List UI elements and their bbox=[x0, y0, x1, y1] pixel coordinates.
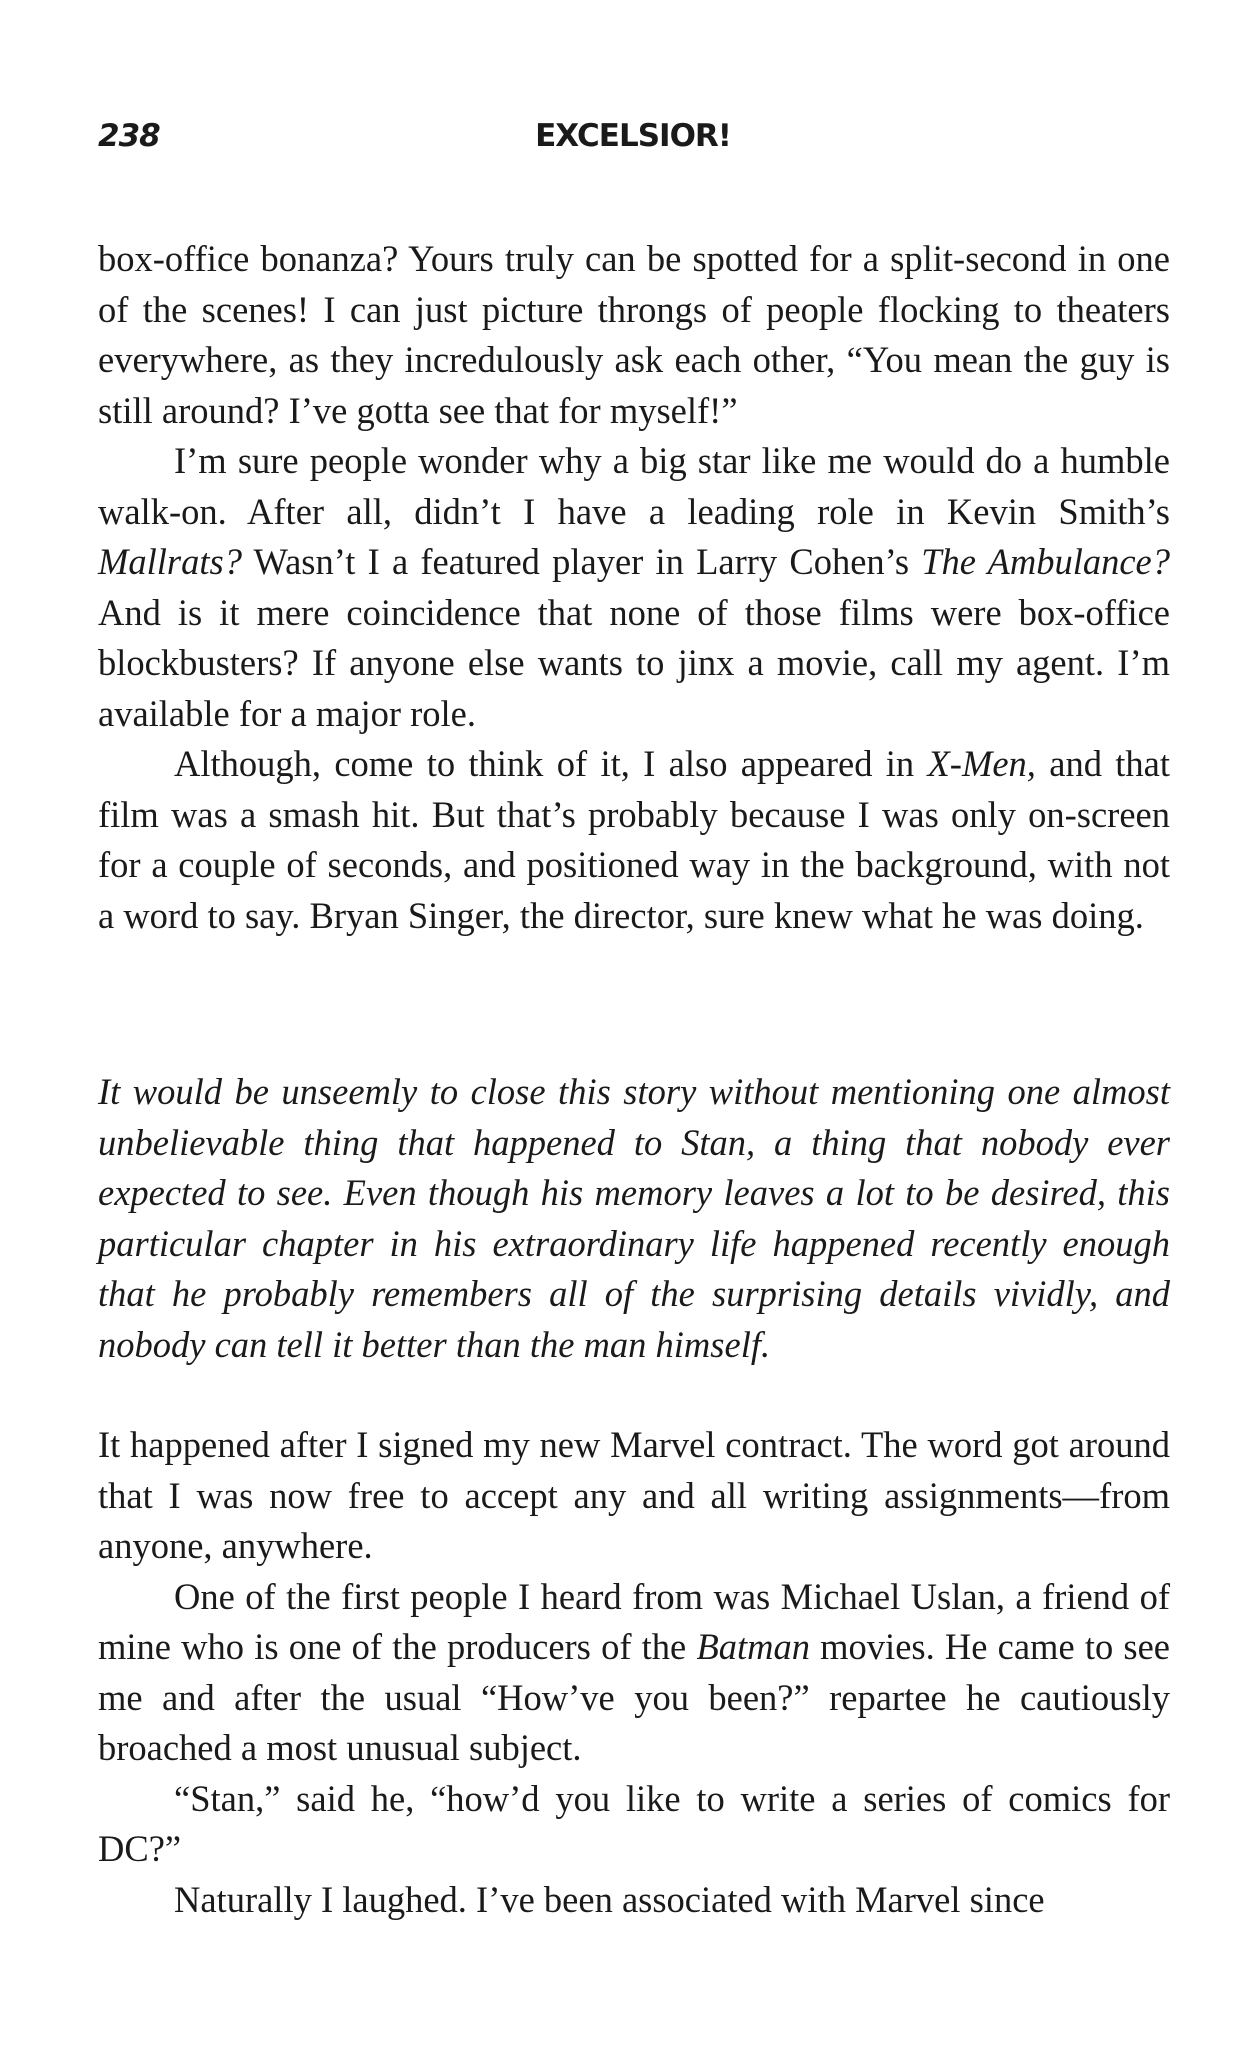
text-segment: I’m sure people wonder why a big star like me would do a humble walk-on. After all, didn’t I have a leading role in Kevin Smith’s bbox=[98, 440, 1170, 532]
page-number: 238 bbox=[98, 118, 160, 154]
text-segment: And is it mere coincidence that none of those films were box-office blockbusters? If anyone else wants to jinx a movie, call my agent. I’m available for a major role. bbox=[98, 591, 1170, 734]
body-text bbox=[98, 234, 1170, 1925]
section-break bbox=[98, 1370, 1170, 1420]
film-title: The Ambulance? bbox=[921, 541, 1170, 582]
text-segment: One of the first people I heard from was Michael Uslan, a friend of mine who is one of the producers of the bbox=[98, 1575, 1170, 1667]
text-segment: movies. He came to see me and after the usual “How’ve you been?” repartee he cautiously broached a most unusual subject. bbox=[98, 1626, 1171, 1768]
film-title: Batman bbox=[696, 1626, 810, 1667]
running-title: EXCELSIOR! bbox=[535, 118, 731, 154]
film-title: Mallrats? bbox=[98, 541, 242, 582]
section-break bbox=[98, 941, 1170, 1067]
paragraph bbox=[98, 1572, 1170, 1774]
text-segment: Wasn’t I a featured player in Larry Cohen’s bbox=[242, 541, 922, 582]
text-segment: It would be unseemly to close this story without mentioning one almost unbelievable thing that happened to Stan, a thing that nobody ever expected to see. Even though his memory leaves a lot to be desired, this particular chapter in his extraordinary life happened recently enough that he probably remembers all of the surprising details vividly, and nobody can tell it better than the man himself. bbox=[98, 1071, 1170, 1365]
text-segment: box-office bonanza? Yours truly can be spotted for a split-second in one of the scenes! I can just picture throngs of people flocking to theaters everywhere, as they incredulously ask each other, “You mean the guy is still around? I’ve gotta see that for myself!” bbox=[98, 238, 1170, 431]
text-segment: Naturally I laughed. I’ve been associated with Marvel since bbox=[174, 1878, 1045, 1920]
page-header bbox=[98, 118, 1168, 162]
paragraph-continuation bbox=[98, 234, 1170, 436]
film-title: X-Men, bbox=[927, 743, 1036, 784]
paragraph bbox=[98, 436, 1170, 739]
paragraph bbox=[98, 1420, 1170, 1572]
paragraph bbox=[98, 1774, 1170, 1875]
text-segment: It happened after I signed my new Marvel contract. The word got around that I was now free to accept any and all writing assignments—from anyone, anywhere. bbox=[98, 1424, 1170, 1566]
paragraph bbox=[98, 739, 1170, 941]
paragraph bbox=[98, 1875, 1170, 1926]
editorial-note bbox=[98, 1067, 1170, 1370]
text-segment: and that film was a smash hit. But that’s probably because I was only on-screen for a couple of seconds, and positioned way in the background, with not a word to say. Bryan Singer, the director, sure knew what he was doing. bbox=[98, 743, 1171, 936]
text-segment: Although, come to think of it, I also appeared in bbox=[174, 743, 928, 784]
text-segment: “Stan,” said he, “how’d you like to write a series of comics for DC?” bbox=[98, 1777, 1170, 1869]
